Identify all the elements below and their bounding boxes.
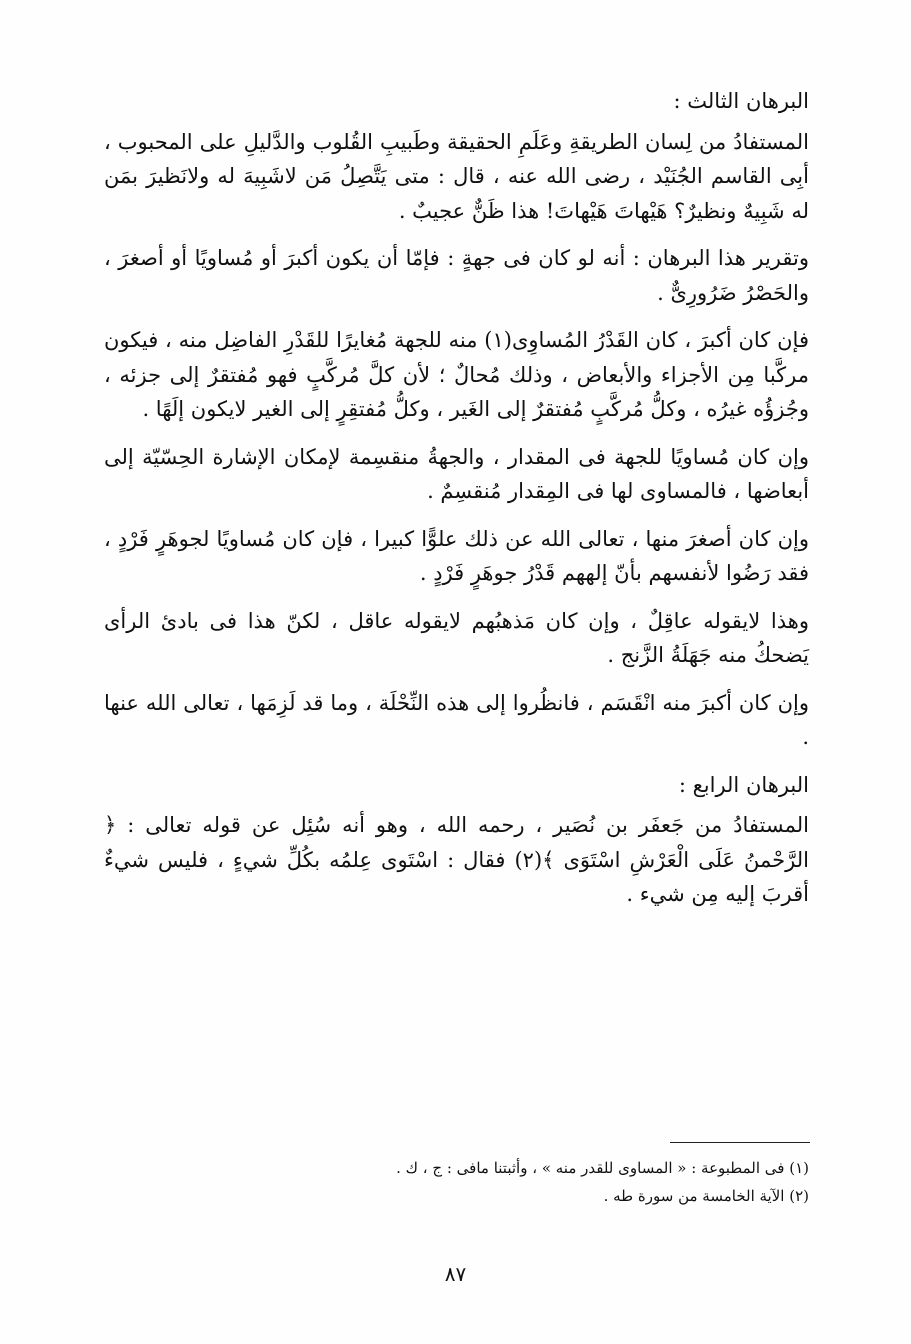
footnote-2: (٢) الآية الخامسة من سورة طه . bbox=[603, 1187, 809, 1205]
paragraph-8: المستفادُ من جَعفَر بن نُصَير ، رحمه الله ، وهو أنه سُئِل عن قوله تعالى : ﴿ الرَّحْمنُ عَلَى الْعَرْشِ اسْتَوَى ﴾(٢) فقال : اسْتَوى عِلمُه بكُلِّ شيءٍ ، فليس شيءٌ أقربَ إليه مِن شيء . bbox=[104, 813, 809, 906]
page-number: ٨٧ bbox=[444, 1262, 467, 1286]
paragraph-3: فإن كان أكبرَ ، كان القَدْرُ المُساوِى(١) منه للجهة مُغايرًا للقَدْرِ الفاضِل منه ، فيكون مركَّبا مِن الأجزاء والأبعاض ، وذلك مُحالٌ ؛ لأن كلَّ مُركَّبٍ فهو مُفتقرٌ إلى جزئه ، وجُزؤُه غيرُه ، وكلُّ مُركَّبٍ مُفتقرٌ إلى الغَير ، وكلُّ مُفتقِرٍ إلى الغير لايكون إلَهًا . bbox=[104, 328, 809, 421]
paragraph-1: المستفادُ من لِسان الطريقةِ وعَلَمِ الحقيقة وطَبيبِ القُلوب والدَّليلِ على المحبوب ، أبِى القاسم الجُنَيْد ، رضى الله عنه ، قال : متى يَتَّصِلُ مَن لاشَبِيهَ له ولانَظيرَ بمَن له شَبِيهٌ ونظيرٌ؟ هَيْهاتَ هَيْهاتَ! هذا ظَنٌّ عجيبٌ . bbox=[104, 129, 809, 223]
main-text bbox=[104, 84, 809, 925]
paragraph-2: وتقرير هذا البرهان : أنه لو كان فى جهةٍ : فإمّا أن يكون أكبرَ أو مُساويًا أو أصغرَ ، والحَصْرُ ضَرُورِىٌّ . bbox=[104, 246, 809, 305]
paragraph-7: وإن كان أكبرَ منه انْقَسَم ، فانظُروا إلى هذه النِّحْلَة ، وما قد لَزِمَها ، تعالى الله عنها . bbox=[104, 690, 809, 749]
footnote-1: (١) فى المطبوعة : « المساوى للقدر منه » ، وأثبتنا مافى : ج ، ك . bbox=[396, 1159, 809, 1177]
paragraph-5: وإن كان أصغرَ منها ، تعالى الله عن ذلك علوًّا كبيرا ، فإن كان مُساويًا لجوهَرٍ فَرْدٍ ، فقد رَضُوا لأنفسهم بأنّ إلههم قَدْرُ جوهَرٍ فَرْدٍ . bbox=[104, 526, 809, 585]
paragraph-6: وهذا لايقوله عاقِلٌ ، وإن كان مَذهبُهم لايقوله عاقل ، لكنّ هذا فى بادئ الرأى يَضحكُ منه جَهَلَةُ الزَّنج . bbox=[104, 608, 809, 667]
heading-third-proof: البرهان الثالث : bbox=[673, 89, 809, 113]
paragraph-4: وإن كان مُساويًا للجهة فى المقدار ، والجهةُ منقسِمة لإمكان الإشارة الحِسّيّة إلى أبعاضها ، فالمساوى لها فى المِقدار مُنقسِمٌ . bbox=[104, 444, 809, 503]
footnotes bbox=[104, 1154, 809, 1210]
footnote-separator bbox=[670, 1142, 810, 1143]
heading-fourth-proof: البرهان الرابع : bbox=[678, 772, 809, 797]
